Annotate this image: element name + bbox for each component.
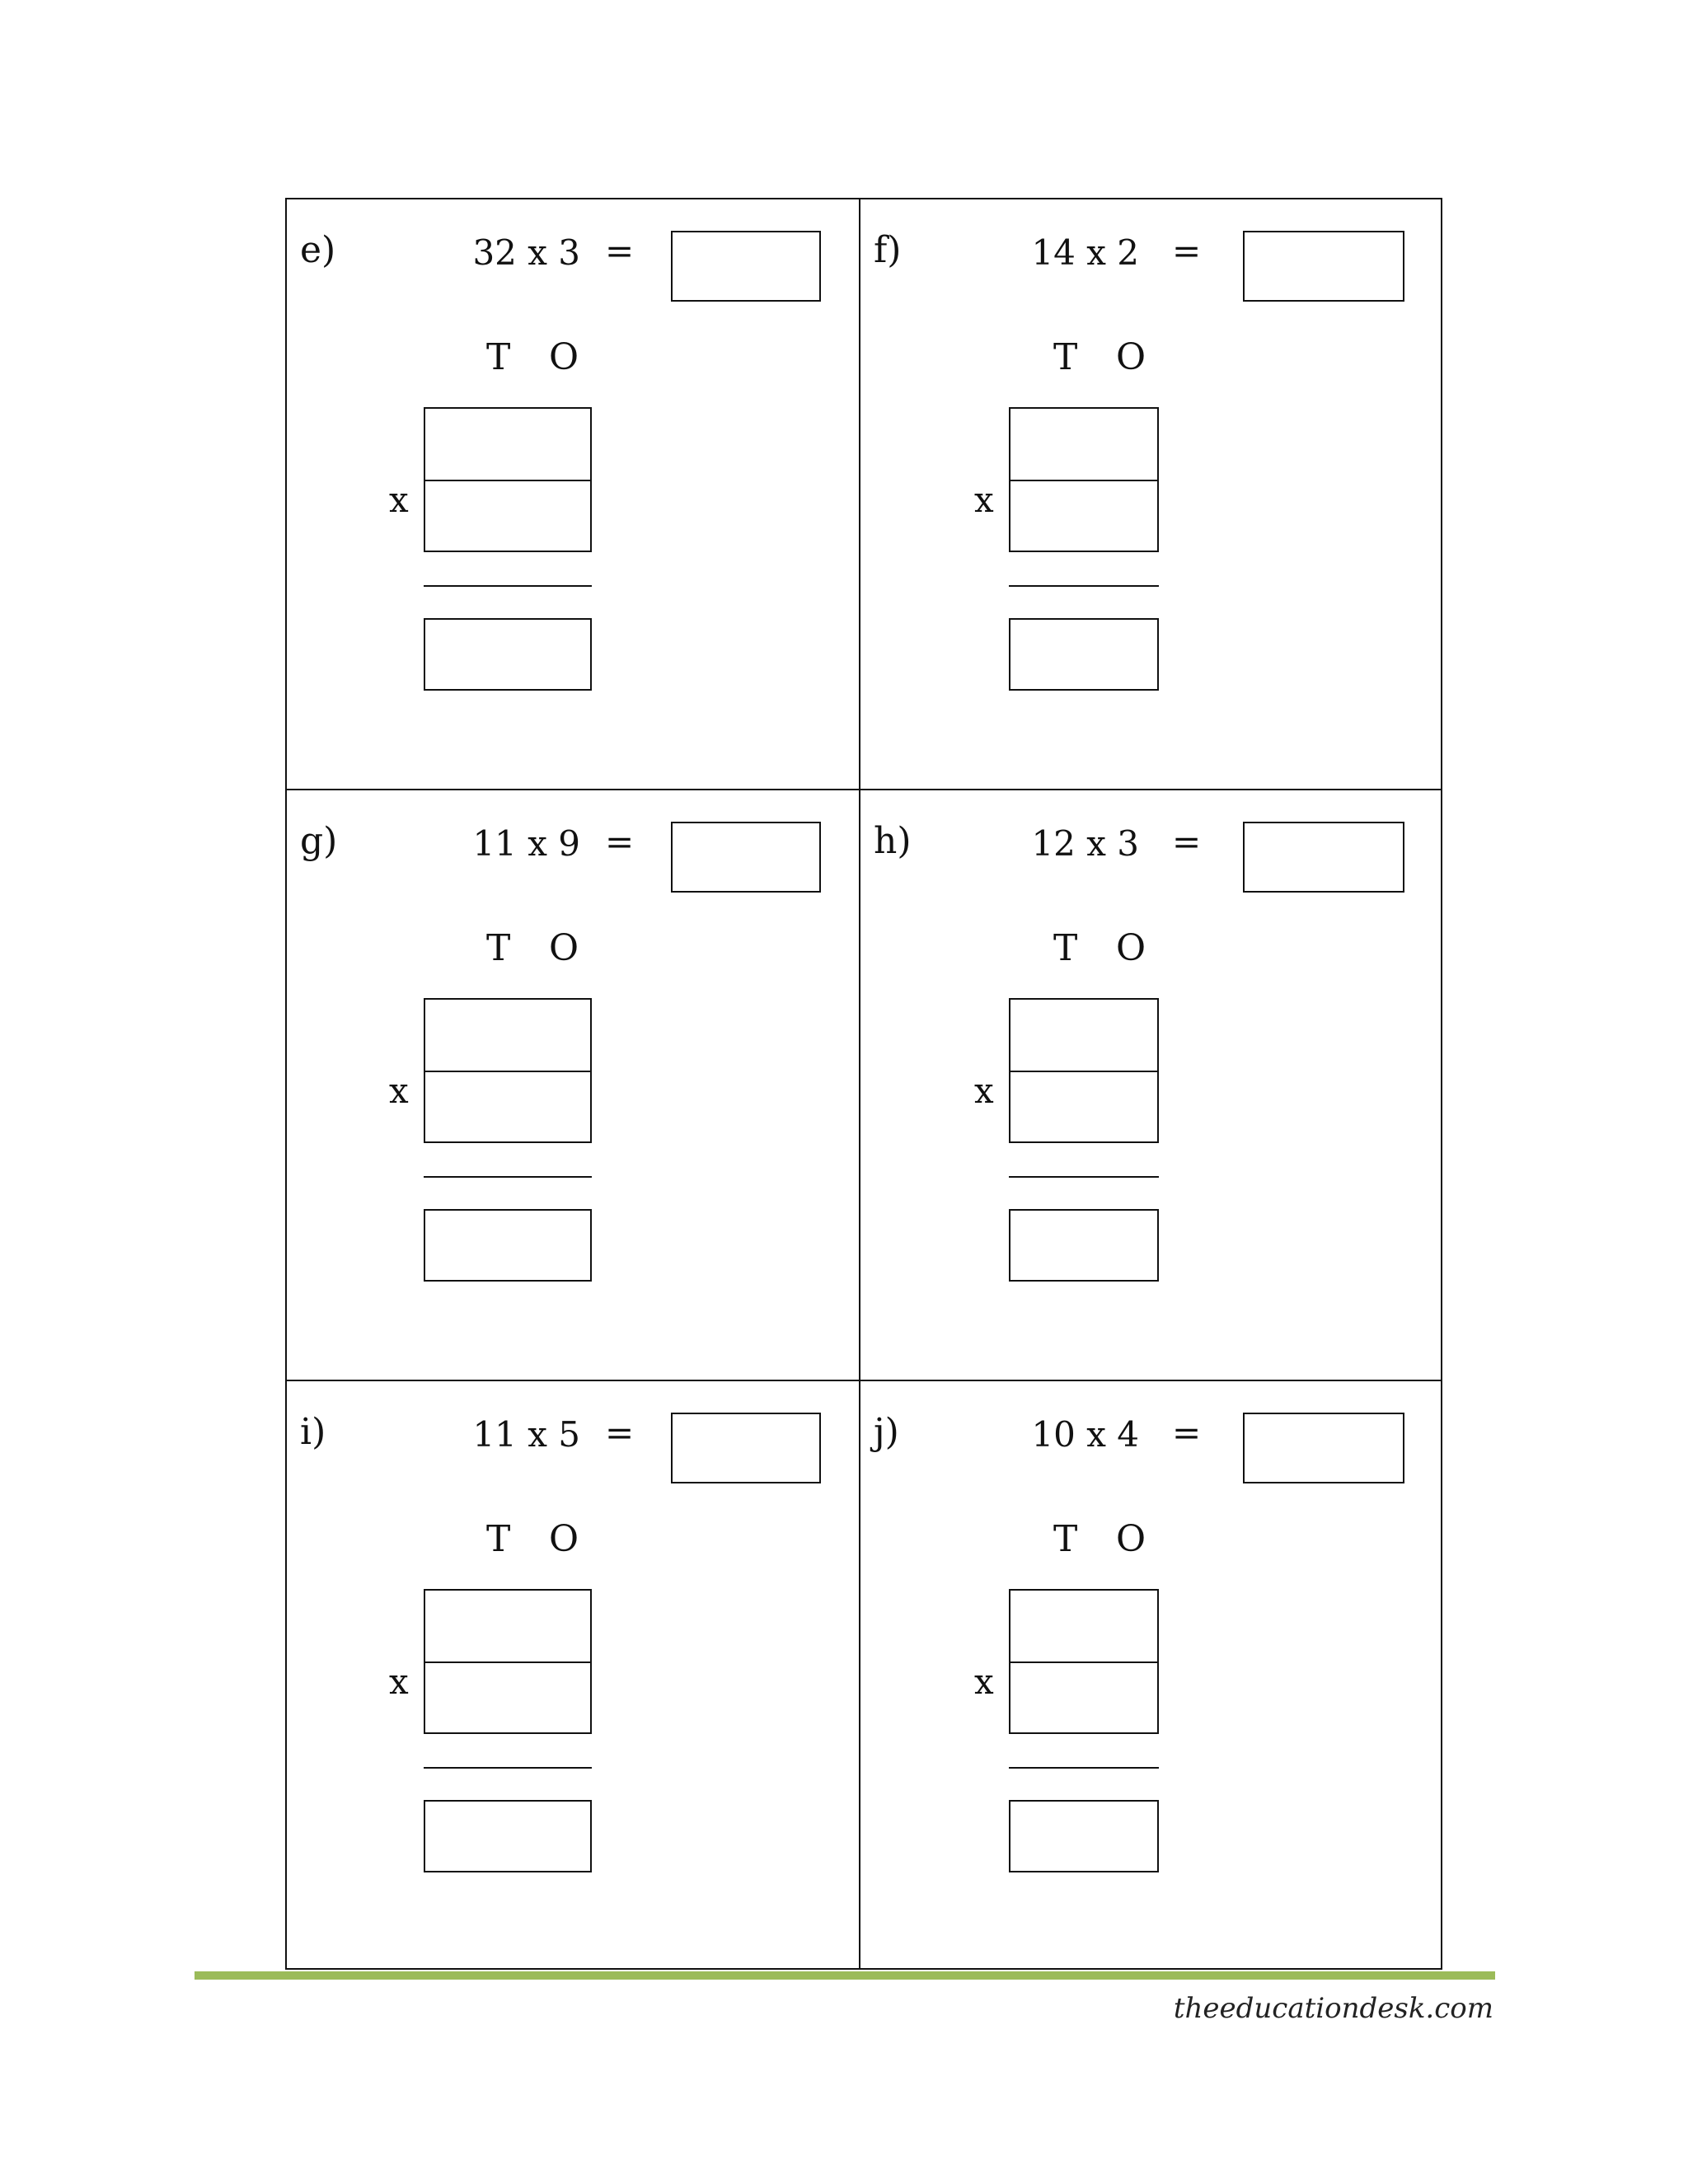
working-stack — [424, 998, 592, 1143]
tens-label: T — [486, 927, 511, 969]
multiply-sign: x — [974, 480, 994, 520]
ones-label: O — [549, 1518, 579, 1560]
problem-expression: 11 x 5 — [472, 1414, 580, 1455]
multiply-sign: x — [974, 1661, 994, 1702]
problem-letter: f) — [874, 229, 902, 271]
result-box[interactable] — [1009, 618, 1159, 691]
equals-sign: = — [1172, 231, 1202, 271]
tens-label: T — [1053, 1518, 1078, 1560]
problem-card-f — [860, 199, 1441, 790]
problem-card-j — [860, 1381, 1441, 1968]
problem-card-h — [860, 790, 1441, 1381]
multiply-sign: x — [974, 1071, 994, 1111]
footer-accent-bar — [195, 1971, 1495, 1980]
ones-label: O — [1116, 1518, 1146, 1560]
working-stack — [1009, 407, 1159, 552]
problem-expression: 12 x 3 — [1031, 823, 1139, 864]
ones-label: O — [1116, 927, 1146, 969]
result-box[interactable] — [1009, 1800, 1159, 1872]
problem-letter: i) — [300, 1411, 326, 1453]
tens-label: T — [486, 1518, 511, 1560]
ones-label: O — [549, 927, 579, 969]
problem-card-g — [287, 790, 860, 1381]
result-line — [1009, 1767, 1159, 1769]
answer-box[interactable] — [1243, 1413, 1404, 1483]
working-stack — [424, 407, 592, 552]
answer-box[interactable] — [1243, 231, 1404, 302]
result-box[interactable] — [424, 618, 592, 691]
multiply-sign: x — [389, 1661, 409, 1702]
result-box[interactable] — [1009, 1209, 1159, 1282]
problem-expression: 10 x 4 — [1031, 1414, 1139, 1455]
problem-letter: j) — [874, 1411, 899, 1453]
problem-expression: 32 x 3 — [472, 232, 580, 273]
stack-divider — [425, 480, 590, 481]
result-line — [424, 1176, 592, 1178]
result-line — [1009, 1176, 1159, 1178]
ones-label: O — [549, 336, 579, 378]
result-box[interactable] — [424, 1209, 592, 1282]
ones-label: O — [1116, 336, 1146, 378]
result-box[interactable] — [424, 1800, 592, 1872]
tens-label: T — [1053, 927, 1078, 969]
equals-sign: = — [605, 231, 635, 271]
answer-box[interactable] — [671, 822, 821, 893]
result-line — [424, 585, 592, 587]
footer-site-name: theeducationdesk.com — [1173, 1992, 1493, 2025]
stack-divider — [425, 1661, 590, 1663]
answer-box[interactable] — [671, 1413, 821, 1483]
working-stack — [424, 1589, 592, 1734]
tens-label: T — [1053, 336, 1078, 378]
answer-box[interactable] — [671, 231, 821, 302]
problem-letter: e) — [300, 229, 336, 271]
equals-sign: = — [1172, 822, 1202, 862]
answer-box[interactable] — [1243, 822, 1404, 893]
problem-letter: g) — [300, 820, 338, 862]
stack-divider — [1010, 1661, 1157, 1663]
tens-label: T — [486, 336, 511, 378]
stack-divider — [1010, 1071, 1157, 1072]
problem-expression: 11 x 9 — [472, 823, 580, 864]
stack-divider — [425, 1071, 590, 1072]
multiply-sign: x — [389, 480, 409, 520]
equals-sign: = — [605, 1413, 635, 1453]
equals-sign: = — [605, 822, 635, 862]
working-stack — [1009, 1589, 1159, 1734]
result-line — [1009, 585, 1159, 587]
problem-letter: h) — [874, 820, 912, 862]
result-line — [424, 1767, 592, 1769]
working-stack — [1009, 998, 1159, 1143]
multiply-sign: x — [389, 1071, 409, 1111]
stack-divider — [1010, 480, 1157, 481]
problem-card-e — [287, 199, 860, 790]
equals-sign: = — [1172, 1413, 1202, 1453]
problem-expression: 14 x 2 — [1031, 232, 1139, 273]
problem-grid — [285, 198, 1442, 1970]
problem-card-i — [287, 1381, 860, 1968]
